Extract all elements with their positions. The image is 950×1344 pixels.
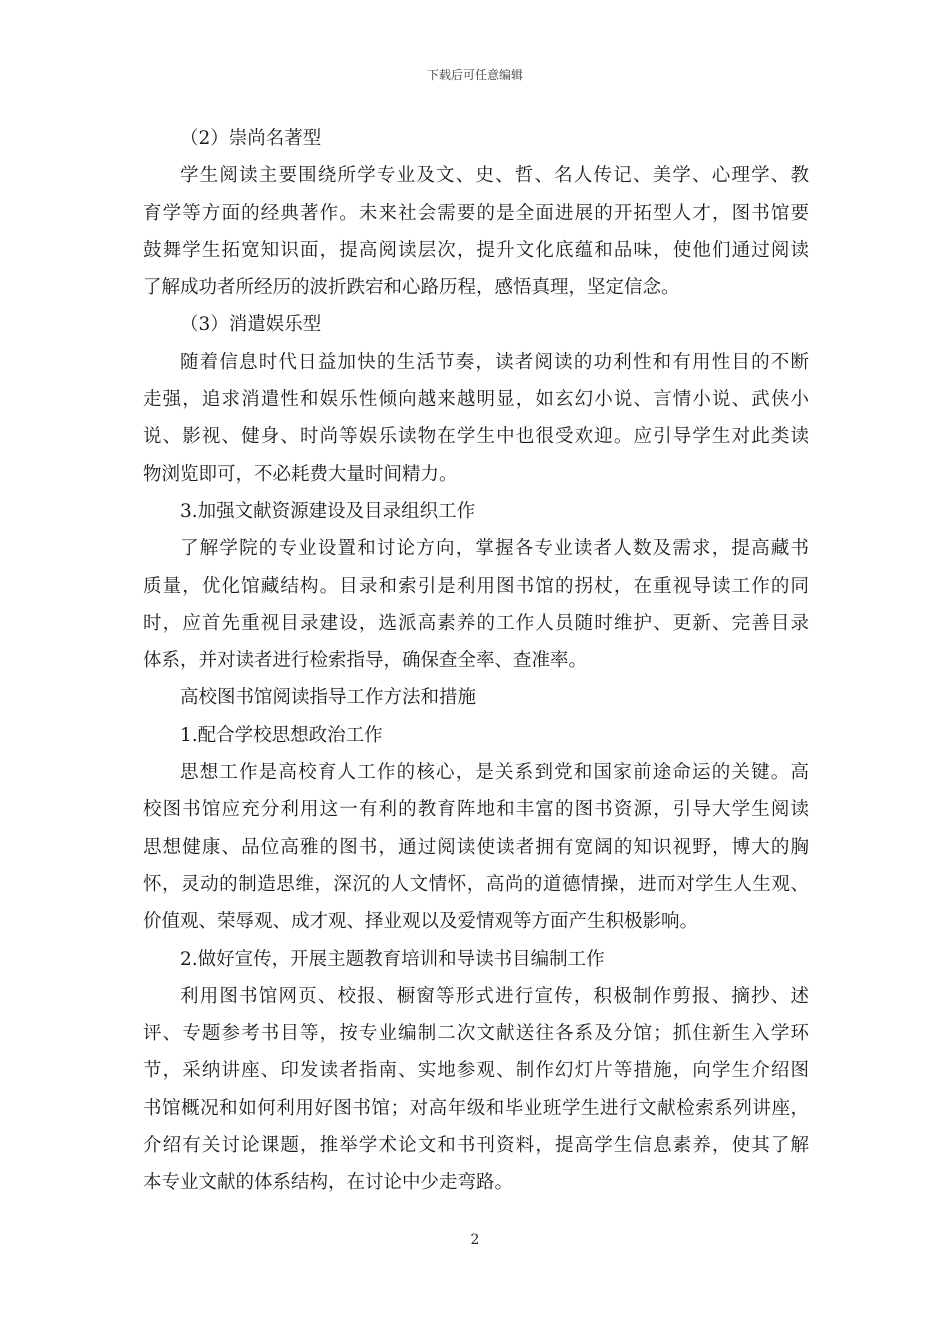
paragraph-line: 评、专题参考书目等，按专业编制二次文献送往各系及分馆；抓住新生入学环 xyxy=(143,1023,809,1045)
subheading: （3）消遣娱乐型 xyxy=(180,314,322,336)
page-header: 下载后可任意编辑 xyxy=(426,68,523,82)
paragraph-line: 物浏览即可，不必耗费大量时间精力。 xyxy=(143,463,458,485)
paragraph-line: 时，应首先重视目录建设，选派高素养的工作人员随时维护、更新、完善目录 xyxy=(143,612,809,634)
paragraph-line: 书馆概况和如何利用好图书馆；对高年级和毕业班学生进行文献检索系列讲座， xyxy=(143,1097,809,1119)
paragraph-line: 走强，追求消遣性和娱乐性倾向越来越明显，如玄幻小说、言情小说、武侠小 xyxy=(143,389,809,411)
paragraph-line: 育学等方面的经典著作。未来社会需要的是全面进展的开拓型人才，图书馆要 xyxy=(143,202,809,224)
paragraph-line: 说、影视、健身、时尚等娱乐读物在学生中也很受欢迎。应引导学生对此类读 xyxy=(143,426,809,448)
paragraph-line: 校图书馆应充分利用这一有利的教育阵地和丰富的图书资源，引导大学生阅读 xyxy=(143,799,809,821)
paragraph-line: 价值观、荣辱观、成才观、择业观以及爱情观等方面产生积极影响。 xyxy=(143,911,699,933)
paragraph-line: 了解学院的专业设置和讨论方向，掌握各专业读者人数及需求，提高藏书 xyxy=(180,538,809,560)
section-heading: 1.配合学校思想政治工作 xyxy=(180,724,383,746)
section-heading: 高校图书馆阅读指导工作方法和措施 xyxy=(180,687,477,709)
subheading: （2）崇尚名著型 xyxy=(180,128,322,149)
paragraph-line: 质量，优化馆藏结构。目录和索引是利用图书馆的拐杖，在重视导读工作的同 xyxy=(143,575,809,597)
paragraph-line: 怀，灵动的制造思维，深沉的人文情怀，高尚的道德情操，进而对学生人生观、 xyxy=(143,873,809,895)
section-heading: 2.做好宣传，开展主题教育培训和导读书目编制工作 xyxy=(180,948,605,970)
section-heading: 3.加强文献资源建设及目录组织工作 xyxy=(180,500,476,522)
paragraph-line: 学生阅读主要围绕所学专业及文、史、哲、名人传记、美学、心理学、教 xyxy=(180,165,809,187)
paragraph-line: 思想健康、品位高雅的图书，通过阅读使读者拥有宽阔的知识视野，博大的胸 xyxy=(143,836,809,858)
paragraph-line: 节，采纳讲座、印发读者指南、实地参观、制作幻灯片等措施，向学生介绍图 xyxy=(143,1060,809,1082)
paragraph-line: 本专业文献的体系结构，在讨论中少走弯路。 xyxy=(143,1172,514,1194)
paragraph-line: 介绍有关讨论课题，推举学术论文和书刊资料，提高学生信息素养，使其了解 xyxy=(143,1135,809,1157)
paragraph-line: 了解成功者所经历的波折跌宕和心路历程，感悟真理，坚定信念。 xyxy=(143,277,680,299)
paragraph-line: 思想工作是高校育人工作的核心，是关系到党和国家前途命运的关键。高 xyxy=(180,762,809,784)
paragraph-line: 鼓舞学生拓宽知识面，提高阅读层次，提升文化底蕴和品味，使他们通过阅读 xyxy=(143,239,809,261)
paragraph-line: 随着信息时代日益加快的生活节奏，读者阅读的功利性和有用性目的不断 xyxy=(180,351,809,373)
paragraph-line: 体系，并对读者进行检索指导，确保查全率、查准率。 xyxy=(143,650,588,672)
page-number: 2 xyxy=(470,1232,480,1248)
document-body xyxy=(143,120,809,1202)
paragraph-line: 利用图书馆网页、校报、橱窗等形式进行宣传，积极制作剪报、摘抄、述 xyxy=(180,985,809,1007)
